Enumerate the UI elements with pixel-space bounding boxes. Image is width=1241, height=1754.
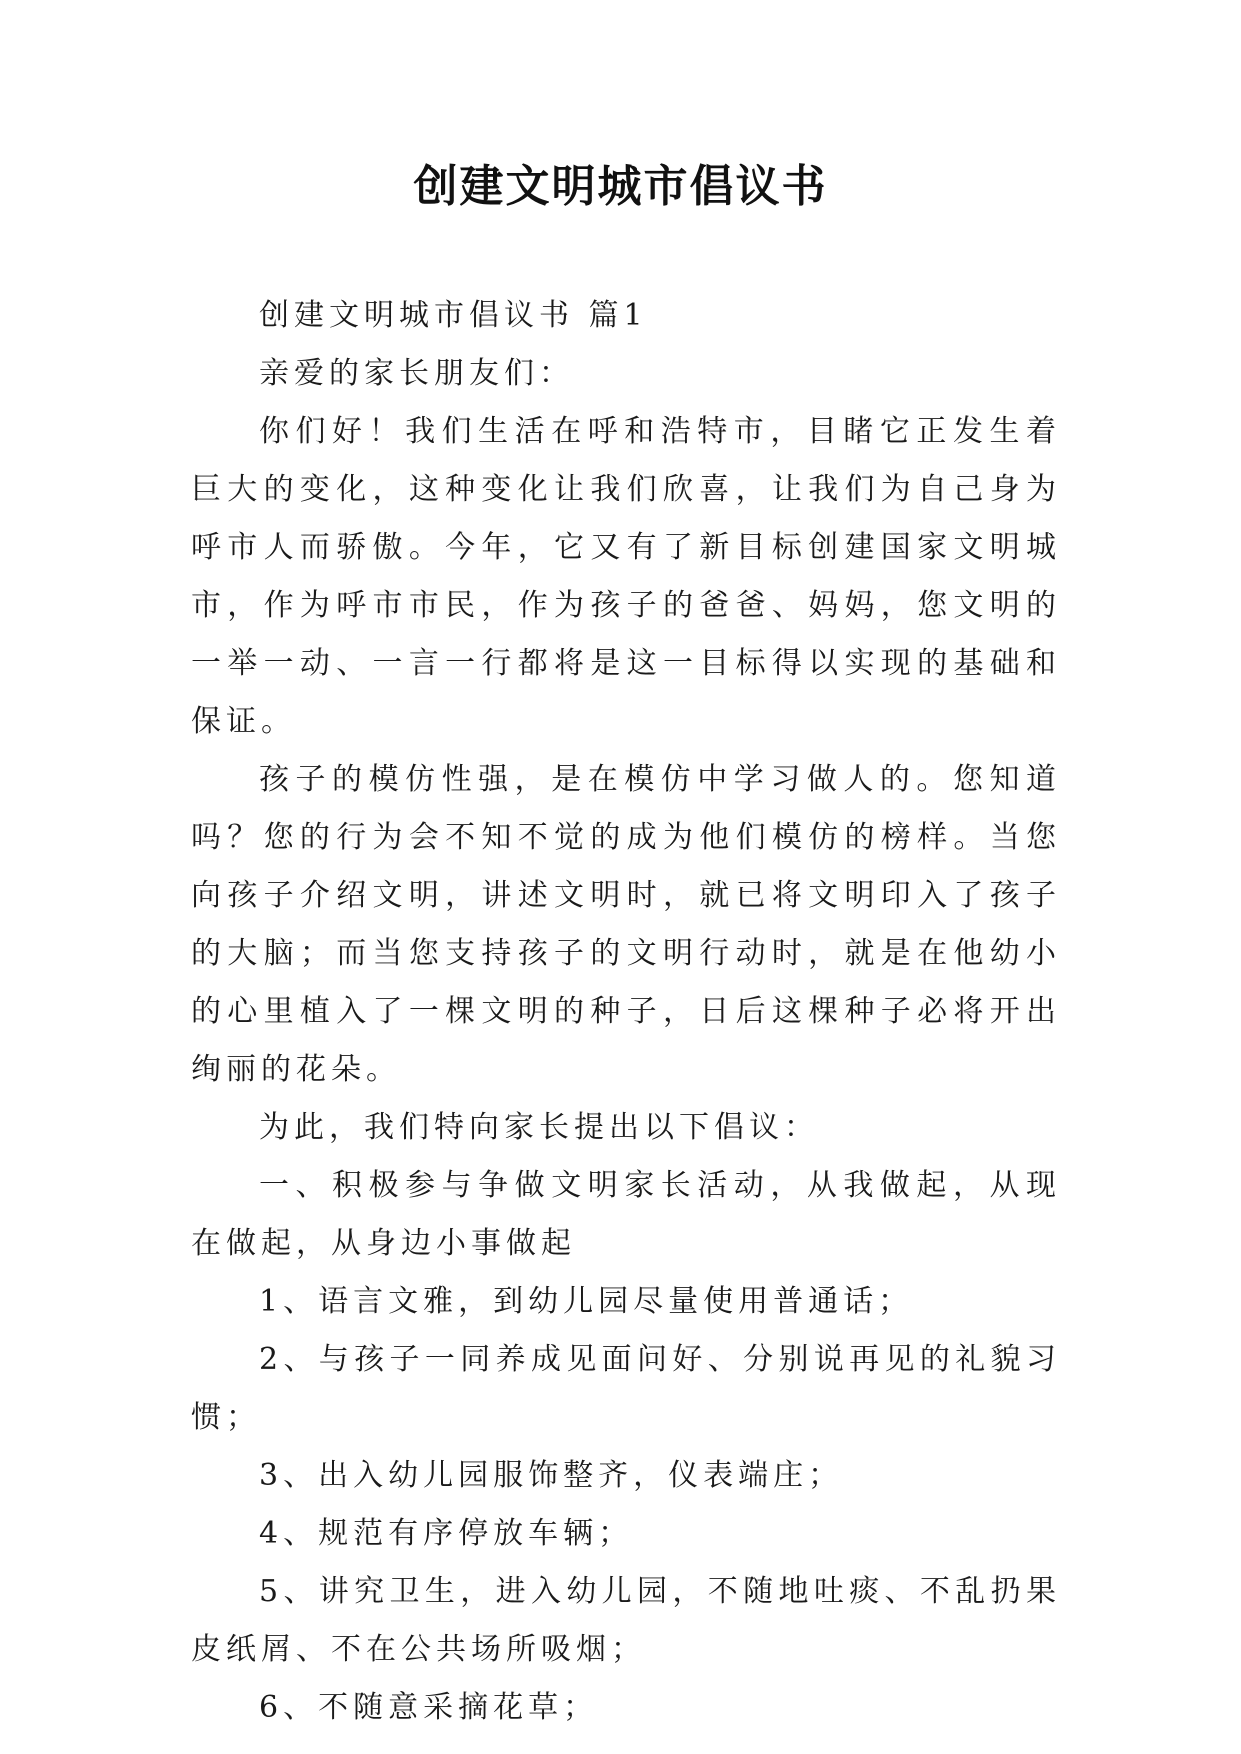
list-item: 6、不随意采摘花草；	[259, 1690, 599, 1725]
paragraph-proposal-lead: 为此，我们特向家长提出以下倡议：	[259, 1110, 819, 1145]
proposal-item-1: 一、积极参与争做文明家长活动，从我做起，从现在做起，从身边小事做起	[191, 1168, 1061, 1261]
document-title: 创建文明城市倡议书	[413, 161, 828, 212]
list-item: 4、规范有序停放车辆；	[259, 1516, 634, 1551]
salutation: 亲爱的家长朋友们：	[259, 356, 574, 391]
list-item: 2、与孩子一同养成见面问好、分别说再见的礼貌习惯；	[191, 1342, 1061, 1435]
list-item: 1、语言文雅，到幼儿园尽量使用普通话；	[259, 1284, 914, 1319]
paragraph-imitation: 孩子的模仿性强，是在模仿中学习做人的。您知道吗？您的行为会不知不觉的成为他们模仿的榜样。当您向孩子介绍文明，讲述文明时，就已将文明印入了孩子的大脑；而当您支持孩子的文明行动时，就是在他幼小的心里植入了一棵文明的种子，日后这棵种子必将开出绚丽的花朵。	[191, 762, 1061, 1087]
paragraph-intro: 你们好！我们生活在呼和浩特市，目睹它正发生着巨大的变化，这种变化让我们欣喜，让我们为自己身为呼市人而骄傲。今年，它又有了新目标创建国家文明城市，作为呼市市民，作为孩子的爸爸、妈妈，您文明的一举一动、一言一行都将是这一目标得以实现的基础和保证。	[191, 414, 1061, 739]
document-body	[191, 287, 1061, 1737]
list-item: 3、出入幼儿园服饰整齐，仪表端庄；	[259, 1458, 844, 1493]
section-heading: 创建文明城市倡议书 篇1	[259, 298, 648, 333]
list-item: 5、讲究卫生，进入幼儿园，不随地吐痰、不乱扔果皮纸屑、不在公共场所吸烟；	[191, 1574, 1061, 1667]
